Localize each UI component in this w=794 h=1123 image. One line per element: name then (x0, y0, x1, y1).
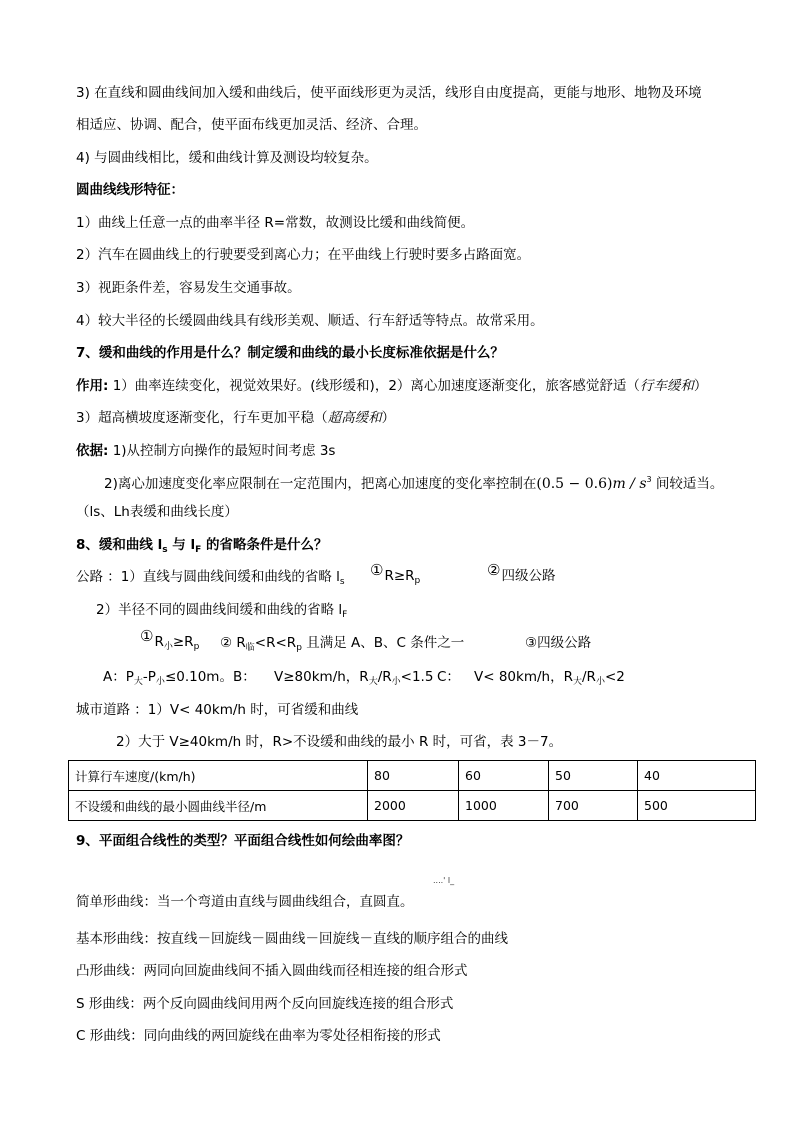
abc-b2: /R (377, 669, 392, 685)
highway-cond-2 (487, 561, 555, 585)
function-text: 1）曲率连续变化，视觉效果好。(线形缓和)，2）离心加速度逐渐变化，旅客感觉舒适（ (108, 378, 640, 394)
abc-condition-c (437, 668, 460, 686)
basis-formula: (0.5 − 0.6) (536, 476, 613, 492)
abc-a-s1: 大 (133, 677, 143, 687)
omit-cond-1 (140, 627, 199, 656)
table-cell: 计算行车速度/(km/h) (69, 761, 368, 791)
table-row (69, 761, 756, 791)
basis-note: （ls、Lh表缓和曲线长度） (76, 504, 238, 520)
curve-type-convex: 凸形曲线：两同向回旋曲线间不插入圆曲线而径相连接的组合形式 (76, 963, 468, 979)
abc-c-s1: 大 (572, 677, 582, 687)
curve-type-s: S 形曲线：两个反向圆曲线间用两个反向回旋线连接的组合形式 (76, 996, 454, 1012)
table-cell: 700 (549, 791, 638, 821)
abc-condition-c-value (474, 668, 625, 691)
function-close-paren-2: ） (381, 410, 396, 426)
o1-sub2: p (193, 642, 200, 652)
abc-b-s2: 小 (391, 677, 401, 687)
highway-line-1 (76, 568, 345, 591)
o2-range: <R<R (254, 635, 297, 651)
abc-a3: ≤0.10m。B： (164, 669, 256, 685)
o2-abc: 且满足 A、B、C 条件之一 (301, 635, 465, 651)
q8-l1: l (157, 537, 163, 553)
q8-sub-s: s (162, 545, 168, 555)
o1-sub: 小 (163, 642, 173, 652)
circ-item-3: 3）视距条件差，容易发生交通事故。 (76, 280, 301, 296)
basis-line-2 (104, 471, 723, 493)
basis-exponent: 3 (646, 475, 652, 484)
highway-text-2: 2）半径不同的圆曲线间缓和曲线的省略 l (96, 602, 343, 618)
table-cell: 1000 (459, 791, 549, 821)
table-row (69, 791, 756, 821)
basis-line-1 (76, 442, 335, 460)
highway-cond-1 (370, 561, 420, 590)
q8-l2: l (190, 537, 196, 553)
abc-c: C： (437, 669, 460, 685)
basis-unit: m / s (612, 476, 647, 492)
abc-a: A：P (103, 669, 134, 685)
urban-road-line-1: 城市道路 ：1）V< 40km/h 时，可省缓和曲线 (76, 702, 359, 718)
para-4: 4) 与圆曲线相比，缓和曲线计算及测设均较复杂。 (76, 150, 378, 166)
table-cell: 80 (368, 761, 459, 791)
abc-c2: V< 80km/h，R (474, 669, 573, 685)
stray-mark: ....' l_ (433, 876, 455, 885)
highway-cond-2-text: 四级公路 (501, 568, 556, 584)
question-8 (76, 536, 328, 559)
highway-sub-f: F (342, 610, 348, 620)
o2-sub: 临 (245, 643, 255, 653)
circ-item-2: 2）汽车在圆曲线上的行驶要受到离心力；在平曲线上行驶时要多占路面宽。 (76, 247, 531, 263)
function-close-paren: ） (693, 378, 708, 394)
question-9: 9、平面组合线性的类型？平面组合线性如何绘曲率图？ (76, 833, 410, 849)
q8-mid: 与 (167, 537, 191, 553)
curve-type-c: C 形曲线：同向曲线的两回旋线在曲率为零处径相衔接的形式 (76, 1028, 441, 1044)
highway-cond-1-text: R≥R (384, 568, 415, 584)
urban-road-line-2: 2）大于 V≥40km/h 时，R>不设缓和曲线的最小 R 时，可省，表 3－7。 (116, 734, 563, 750)
highway-text-1: 公路 ：1）直线与圆曲线间缓和曲线的省略 l (76, 569, 340, 585)
question-7: 7、缓和曲线的作用是什么？制定缓和曲线的最小长度标准依据是什么？ (76, 345, 504, 361)
circled-number-2: ② (487, 561, 501, 579)
highway-cond-1-sub: p (414, 576, 421, 586)
circ-item-4: 4）较大半径的长缓圆曲线具有线形美观、顺适、行车舒适等特点。故常采用。 (76, 313, 544, 329)
o2-r: ② R (220, 635, 246, 651)
abc-condition-b (274, 668, 433, 691)
q8-sub-f: F (195, 545, 202, 555)
function-italic-2: 超高缓和 (327, 410, 382, 426)
o1-ge: ≥R (172, 634, 194, 650)
abc-c-s2: 小 (595, 677, 605, 687)
function-text-2: 3）超高横坡度逐渐变化，行车更加平稳（ (76, 410, 328, 426)
omit-cond-3: ③四级公路 (525, 635, 592, 651)
table-cell: 不设缓和曲线的最小圆曲线半径/m (69, 791, 368, 821)
abc-a-s2: 小 (155, 677, 165, 687)
basis-label: 依据: (76, 443, 109, 459)
para-3-line-2: 相适应、协调、配合，使平面布线更加灵活、经济、合理。 (76, 117, 427, 133)
basis-text-2: 2)离心加速度变化率应限制在一定范围内，把离心加速度的变化率控制在 (104, 476, 537, 492)
highway-line-2 (96, 601, 347, 624)
highway-sub-s: s (339, 577, 345, 587)
para-3-line-1: 3) 在直线和圆曲线间加入缓和曲线后，使平面线形更为灵活，线形自由度提高，更能与地形、地物及环境 (76, 85, 702, 101)
abc-conditions (103, 668, 256, 691)
heading-circular-curve: 圆曲线线形特征： (76, 182, 184, 198)
table-cell: 60 (459, 761, 549, 791)
function-italic-1: 行车缓和 (639, 378, 694, 394)
basis-text-3: 间较适当。 (651, 476, 724, 492)
q8-post: 的省略条件是什么？ (201, 537, 328, 553)
table-cell: 40 (638, 761, 756, 791)
o2-sub3: p (296, 643, 302, 653)
q8-pre: 8、缓和曲线 (76, 537, 158, 553)
curve-type-simple: 简单形曲线：当一个弯道由直线与圆曲线组合，直圆直。 (76, 894, 414, 910)
min-radius-table (68, 760, 756, 821)
table-cell: 50 (549, 761, 638, 791)
o1-r: R (154, 634, 164, 650)
table-cell: 2000 (368, 791, 459, 821)
omit-cond-2 (220, 634, 464, 657)
abc-c4: <2 (604, 669, 625, 685)
circled-number-o1: ① (140, 627, 154, 645)
circ-item-1: 1）曲线上任意一点的曲率半径 R=常数，故测设比缓和曲线简便。 (76, 215, 475, 231)
curve-type-basic: 基本形曲线：按直线－回旋线－圆曲线－回旋线－直线的顺序组合的曲线 (76, 931, 508, 947)
abc-c3: /R (582, 669, 596, 685)
abc-b: V≥80km/h，R (274, 669, 369, 685)
table-cell: 500 (638, 791, 756, 821)
abc-a2: -P (142, 669, 156, 685)
basis-text-1: 1)从控制方向操作的最短时间考虑 3s (108, 443, 336, 459)
circled-number-1: ① (370, 561, 384, 579)
function-line-1 (76, 377, 707, 395)
function-label: 作用: (76, 378, 109, 394)
function-line-2 (76, 409, 395, 427)
abc-b-s1: 大 (368, 677, 378, 687)
abc-b3: <1.5 (400, 669, 434, 685)
